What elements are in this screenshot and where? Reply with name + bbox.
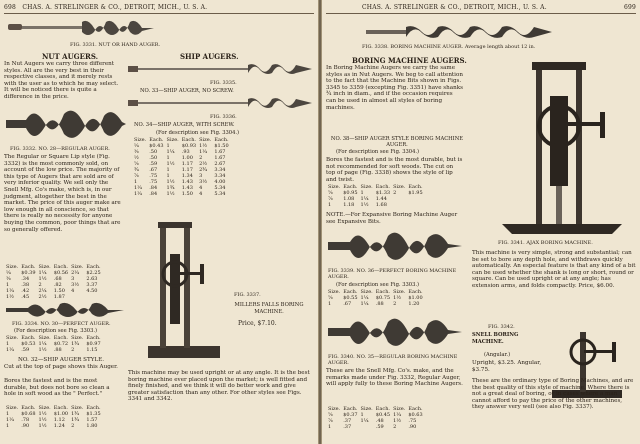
table-cell: 1¼ — [360, 301, 369, 307]
ship-augers-heading: SHIP AUGERS. — [180, 52, 239, 61]
table-cell: 5.34 — [214, 191, 226, 197]
col-header: Size. — [393, 289, 406, 295]
table-cell: 1.43 — [181, 185, 193, 191]
right-header — [362, 4, 547, 11]
table-cell: 1 — [166, 167, 170, 173]
table-cell: .84 — [149, 191, 158, 197]
table-row — [6, 347, 104, 353]
table-cell: 1¾ — [71, 411, 80, 417]
table-cell: 2½ — [38, 294, 47, 300]
table-cell: ⅞ — [328, 196, 333, 202]
table-cell: 1½ — [38, 423, 47, 429]
table-cell: 2¼ — [71, 270, 80, 276]
table-cell: 1 — [6, 282, 10, 288]
table-cell: .82 — [53, 282, 62, 288]
col-header: Size. — [134, 137, 147, 143]
col-header: Each. — [53, 405, 69, 411]
table-cell: 2 — [71, 347, 75, 353]
regular-auger-text: The Regular or Square Lip style (Fig. 3332) is the most commonly sold, on account of the low price. The majority of this type of Augers that are sold are of very inferior quality. We sell only the Snell Mfg. Co's make, which is, in our judgment, altogether the best in the market. The price of this auger make are low enough in all conscience, so that there is really no necessity for anyone buying the common, poor things that are so generally offered. — [4, 154, 121, 233]
table-cell: $1.33 — [375, 190, 391, 196]
page-number: 699 — [623, 4, 636, 11]
table-cell: 1 — [6, 411, 10, 417]
col-header: Each. — [343, 289, 358, 295]
table-cell: 4 — [199, 185, 203, 191]
table-cell: 1½ — [38, 347, 47, 353]
table-cell: 1.24 — [53, 423, 65, 429]
millers-falls-machine-illustration — [140, 214, 226, 364]
no38-description: (For description see Fig. 3304.) — [336, 149, 420, 155]
col-header: Size. — [6, 405, 19, 411]
table-cell: $0.56 — [53, 270, 69, 276]
table-cell: 3.34 — [214, 167, 226, 173]
col-header: Each. — [21, 264, 36, 270]
fig-3336-caption: FIG. 3336. — [210, 114, 237, 120]
table-cell: 1.44 — [375, 196, 387, 202]
table-cell: $0.53 — [21, 341, 36, 347]
col-header: Each. — [181, 137, 197, 143]
col-header: Each. — [86, 405, 101, 411]
table-cell: ⅝ — [134, 161, 139, 167]
table-cell: 1½ — [166, 179, 175, 185]
table-cell: $0.97 — [86, 341, 101, 347]
table-cell: $1.95 — [408, 190, 423, 196]
table-cell: $0.68 — [21, 411, 36, 417]
table-cell: ¼ — [134, 143, 139, 149]
col-header: Size. — [71, 264, 84, 270]
table-cell: 1¼ — [134, 191, 143, 197]
table-cell: 4.00 — [214, 179, 226, 185]
col-header: Size. — [71, 335, 84, 341]
table-cell: 1 — [6, 423, 10, 429]
no38-price-table — [328, 184, 426, 208]
table-cell: ⅝ — [328, 295, 333, 301]
table-cell: .67 — [149, 167, 158, 173]
table-cell: 1½ — [360, 202, 369, 208]
fig-3342-caption: FIG. 3342. — [488, 324, 515, 330]
no30-price-table — [6, 335, 104, 353]
snell-machine-text: These are the ordinary type of Boring Machines, and are the best quality of this style of machine. Where there is not a great deal of boring, or in cases where a man cannot afford to pay the price of the other machines, they answer very well (see also Fig. 3337). — [472, 378, 634, 411]
table-cell: 2 — [199, 155, 203, 161]
table-cell: 1 — [166, 155, 170, 161]
table-cell: 1½ — [199, 143, 208, 149]
ajax-machine-text: This machine is very simple, strong and substantial; can be set to bore any depth hole, and withdraws quickly automatically. An especial feature is that any kind of a bit can be used whether the shank is long or short, round or square. Can be used upright or at any angle; has extension arms, and folds compactly. Price, $6.00. — [472, 250, 636, 289]
col-header: Size. — [38, 405, 51, 411]
table-cell: ½ — [134, 155, 139, 161]
no28-price-table — [6, 264, 104, 300]
table-cell: 1¼ — [360, 418, 369, 424]
table-cell: 2.67 — [214, 161, 226, 167]
table-cell: 2¼ — [38, 288, 47, 294]
table-cell: 1¼ — [38, 270, 47, 276]
no30-description: (For description see Fig. 3303.) — [14, 328, 98, 334]
no32-price-table — [6, 405, 104, 429]
col-header: Each. — [214, 137, 229, 143]
table-cell: .45 — [21, 294, 30, 300]
col-header: Size. — [360, 184, 373, 190]
table-cell: .90 — [21, 423, 30, 429]
table-cell: .90 — [408, 424, 417, 430]
no32-heading: NO. 32—SHIP AUGER STYLE. — [18, 357, 105, 363]
table-cell: $0.95 — [343, 190, 358, 196]
header-rule — [326, 13, 636, 14]
left-header — [4, 4, 207, 11]
col-header: Size. — [6, 264, 19, 270]
fig-3335-caption: FIG. 3335. — [210, 80, 237, 86]
col-header: Each. — [21, 405, 36, 411]
col-header: Each. — [343, 406, 358, 412]
fig-3340-caption: FIG. 3340. NO. 35—REGULAR BORING MACHINE AUGER. — [328, 354, 458, 366]
table-cell: ¾ — [134, 167, 139, 173]
table-cell: $0.55 — [343, 295, 358, 301]
table-cell: 1.67 — [214, 149, 226, 155]
table-cell: 2 — [71, 423, 75, 429]
table-cell: 1.08 — [343, 196, 355, 202]
table-cell: 1¼ — [38, 341, 47, 347]
page-number: 698 — [4, 4, 17, 11]
fig-3341-caption: FIG. 3341. AJAX BORING MACHINE. — [498, 240, 593, 246]
table-row — [328, 424, 426, 430]
page-header-text: CHAS. A. STRELINGER & CO., DETROIT, MICH., U. S. A. — [22, 4, 208, 11]
millers-falls-heading: MILLERS FALLS BORING MACHINE. — [234, 302, 304, 315]
table-cell: .37 — [343, 418, 352, 424]
table-row — [134, 191, 232, 197]
table-cell: 1.87 — [53, 294, 65, 300]
snell-machine-price: Upright, $3.25. Angular, $3.75. — [472, 360, 542, 373]
table-cell: 1½ — [38, 411, 47, 417]
table-cell: .59 — [375, 424, 384, 430]
table-cell: 3.37 — [86, 282, 98, 288]
table-cell: $0.72 — [53, 341, 69, 347]
table-cell: 2 — [38, 282, 42, 288]
col-header: Size. — [360, 406, 373, 412]
table-cell: 1.80 — [86, 423, 98, 429]
table-cell: 1.57 — [86, 417, 98, 423]
table-cell: .42 — [21, 288, 30, 294]
table-cell: 1½ — [6, 294, 15, 300]
col-header: Size. — [38, 264, 51, 270]
col-header: Each. — [408, 406, 423, 412]
col-header: Each. — [408, 184, 423, 190]
ajax-boring-machine-illustration — [492, 56, 632, 236]
col-header: Each. — [149, 137, 164, 143]
table-cell: 1.17 — [181, 167, 193, 173]
table-cell: 1 — [166, 173, 170, 179]
col-header: Size. — [393, 184, 406, 190]
table-cell: 1 — [134, 179, 138, 185]
table-cell: .88 — [53, 347, 62, 353]
table-cell: 3½ — [199, 179, 208, 185]
table-cell: .68 — [53, 276, 62, 282]
nut-augers-heading: NUT AUGERS. — [42, 52, 99, 61]
table-cell: 5.34 — [214, 185, 226, 191]
col-header: Each. — [343, 184, 358, 190]
table-cell: 1¼ — [360, 196, 369, 202]
table-cell: 1¼ — [166, 149, 175, 155]
no32-bores-text: Bores the fastest and is the most durable, but does not bore so clean a hole in soft wood as the " Perfect." — [4, 378, 110, 398]
snell-machine-heading: SNELL BORING MACHINE. — [472, 332, 519, 345]
table-cell: 1 — [328, 424, 332, 430]
table-cell: 1¼ — [6, 417, 15, 423]
table-cell: 1.00 — [181, 155, 193, 161]
col-header: Size. — [393, 406, 406, 412]
table-cell: $0.93 — [181, 143, 197, 149]
no36-price-table — [328, 289, 426, 307]
expansive-bits-note: NOTE.—For Expansive Boring Machine Auger see Expansive Bits. — [326, 212, 458, 225]
no34-price-table — [134, 137, 232, 197]
table-cell: 1¾ — [71, 417, 80, 423]
col-header: Each. — [408, 289, 423, 295]
table-cell: $0.45 — [375, 412, 391, 418]
table-cell: ⅞ — [328, 418, 333, 424]
no32-text: Cut at the top of page shows this Auger. — [4, 364, 118, 370]
no35-price-table — [328, 406, 426, 430]
table-cell: $0.39 — [21, 270, 36, 276]
table-cell: 2 — [393, 301, 397, 307]
table-cell: ⅜ — [6, 276, 11, 282]
col-header: Each. — [375, 289, 391, 295]
nut-augers-text: In Nut Augers we carry three different styles. All are the very best in their respective classes, and it merely rests with the user as to which he may select. It will be noticed there is quite a difference in the price. — [4, 61, 119, 100]
col-header: Each. — [375, 184, 391, 190]
table-cell: .37 — [343, 424, 352, 430]
table-row — [328, 301, 426, 307]
regular-boring-auger-illustration — [328, 312, 464, 352]
table-cell: 1.50 — [53, 288, 65, 294]
table-cell: $2.25 — [86, 270, 101, 276]
table-cell: 1.12 — [53, 417, 65, 423]
table-cell: .48 — [375, 418, 384, 424]
table-cell: 1¼ — [134, 185, 143, 191]
millers-falls-price: Price, $7.10. — [238, 320, 277, 327]
table-cell: 1½ — [393, 418, 402, 424]
table-cell: ⅞ — [134, 173, 139, 179]
table-cell: 2¾ — [199, 167, 208, 173]
col-header: Size. — [360, 289, 373, 295]
table-cell: 2 — [393, 190, 397, 196]
table-cell: 1 — [6, 341, 10, 347]
table-cell: $1.00 — [408, 295, 423, 301]
no38-heading: NO. 38—SHIP AUGER STYLE BORING MACHINE AUGER. — [330, 136, 464, 148]
col-header: Size. — [166, 137, 179, 143]
table-cell: 4 — [71, 288, 75, 294]
perfect-boring-auger-illustration — [328, 226, 464, 266]
table-cell: ⅜ — [134, 149, 139, 155]
table-cell: .75 — [149, 179, 158, 185]
table-cell: 3 — [199, 173, 203, 179]
col-header: Size. — [328, 406, 341, 412]
table-cell: 1.67 — [214, 155, 226, 161]
table-cell: 1 — [360, 412, 364, 418]
table-cell: 1½ — [166, 191, 175, 197]
table-cell: 3.34 — [214, 173, 226, 179]
table-cell: 1.17 — [181, 161, 193, 167]
ship-auger-no-screw-illustration — [128, 62, 314, 76]
table-cell: .59 — [149, 161, 158, 167]
col-header: Each. — [53, 335, 69, 341]
table-cell: $0.63 — [408, 412, 423, 418]
no35-text: These are the Snell Mfg. Co's. make, and the remarks made under Fig. 3332, Regular Auger, will apply fully to these Boring Machine Augers. — [326, 368, 463, 388]
boring-machine-auger-illustration — [366, 24, 556, 40]
table-cell: 1¼ — [6, 288, 15, 294]
fig-3339-caption: FIG. 3339. NO. 36—PERFECT BORING MACHINE AUGER. — [328, 268, 457, 280]
col-header: Each. — [53, 264, 69, 270]
table-cell: 1.15 — [86, 347, 98, 353]
fig-3331-caption: FIG. 3331. NUT OR HAND AUGER. — [70, 42, 161, 48]
table-cell: .50 — [149, 149, 158, 155]
table-cell: 1.34 — [181, 173, 193, 179]
table-cell: 1.50 — [181, 191, 193, 197]
table-cell: .88 — [375, 301, 384, 307]
table-cell — [361, 424, 376, 430]
no38-text: Bores the fastest and is the most durable, but is not recommended for soft woods. The cut on top of page (Fig. 3338) shows the style of lip and twist. — [326, 157, 463, 183]
perfect-auger-illustration — [6, 300, 126, 320]
table-cell: .75 — [149, 173, 158, 179]
table-cell: $0.43 — [149, 143, 164, 149]
table-cell: ⅝ — [328, 412, 333, 418]
table-row — [328, 202, 426, 208]
table-cell: 1½ — [393, 295, 402, 301]
col-header: Size. — [6, 335, 19, 341]
fig-3338-caption: FIG. 3338. BORING MACHINE AUGER. Average length about 12 in. — [362, 44, 536, 50]
table-cell: 1¼ — [393, 412, 402, 418]
no33-heading: NO. 33—SHIP AUGER, NO SCREW. — [140, 88, 234, 94]
col-header: Size. — [199, 137, 212, 143]
table-cell: 2 — [393, 424, 397, 430]
table-cell: .50 — [149, 155, 158, 161]
table-cell: $0.37 — [343, 412, 358, 418]
no34-heading: NO. 34—SHIP AUGER, WITH SCREW. — [134, 122, 235, 128]
right-page — [322, 0, 640, 444]
table-cell: 1½ — [38, 276, 47, 282]
table-cell: 1.18 — [343, 202, 355, 208]
nut-auger-illustration — [8, 18, 158, 40]
right-page-number-wrap — [624, 4, 636, 11]
table-cell: .34 — [21, 276, 30, 282]
table-cell: .59 — [21, 347, 30, 353]
table-cell: 3 — [71, 276, 75, 282]
no34-description: (For description see Fig. 3304.) — [156, 130, 240, 136]
fig-3337-caption: FIG. 3337. — [234, 292, 261, 298]
table-cell: ¼ — [6, 270, 11, 276]
table-cell: .93 — [181, 149, 190, 155]
table-cell: 1½ — [38, 417, 47, 423]
table-cell: .38 — [21, 282, 30, 288]
table-cell: .75 — [408, 418, 417, 424]
col-header: Each. — [86, 264, 101, 270]
table-cell: 2½ — [199, 161, 208, 167]
table-cell: 1¼ — [6, 347, 15, 353]
table-cell: 1½ — [166, 161, 175, 167]
table-cell: 1¼ — [199, 149, 208, 155]
left-page — [0, 0, 318, 444]
table-cell: $1.00 — [53, 411, 69, 417]
col-header: Each. — [21, 335, 36, 341]
table-cell: $1.35 — [86, 411, 101, 417]
table-cell: .67 — [343, 301, 352, 307]
table-cell: 1¾ — [71, 341, 80, 347]
millers-falls-text: This machine may be used upright or at any angle. It is the best boring machine ever placed upon the market; is well fitted and finely finished, and we think it will do better work and give greater satisfaction than any other. For other styles see Figs. 3341 and 3342. — [128, 370, 310, 403]
boring-machine-augers-text: In Boring Machine Augers we carry the same styles as in Nut Augers. We beg to call attention to the fact that the Machine Bits shown in Figs. 3345 to 3359 (excepting Fig. 3351) have shanks ¾ inch in diam., and if the occasion requires can be used in almost all styles of boring machines. — [326, 65, 463, 111]
no36-description: (For description see Fig. 3303.) — [336, 282, 420, 288]
table-cell: 1.20 — [408, 301, 420, 307]
col-header: Size. — [328, 184, 341, 190]
table-cell: 1 — [328, 301, 332, 307]
fig-3332-caption: FIG. 3332. NO. 28—REGULAR AUGER. — [10, 146, 110, 152]
col-header: Size. — [328, 289, 341, 295]
col-header: Each. — [375, 406, 391, 412]
table-cell: 1.43 — [181, 179, 193, 185]
table-cell: .78 — [21, 417, 30, 423]
col-header: Each. — [86, 335, 101, 341]
fig-3334-caption: FIG. 3334. NO. 30—PERFECT AUGER. — [12, 321, 111, 327]
table-cell: 1¾ — [166, 185, 175, 191]
table-cell: 1 — [360, 190, 364, 196]
table-cell — [393, 202, 408, 208]
table-cell: 4.50 — [86, 288, 98, 294]
ship-auger-with-screw-illustration — [128, 96, 314, 110]
col-header: Size. — [38, 335, 51, 341]
table-cell: 1.68 — [375, 202, 387, 208]
page-header-text: CHAS. A. STRELINGER & CO., DETROIT, MICH., U. S. A. — [362, 4, 547, 11]
header-rule — [4, 13, 314, 14]
col-header: Size. — [71, 405, 84, 411]
table-cell: 4 — [199, 191, 203, 197]
table-cell: 3½ — [71, 282, 80, 288]
snell-machine-subheading: (Angular.) — [484, 352, 511, 358]
table-cell: 1 — [328, 202, 332, 208]
table-cell: 1¼ — [360, 295, 369, 301]
table-cell: 1 — [166, 143, 170, 149]
table-cell: 2.63 — [86, 276, 98, 282]
table-cell: $1.50 — [214, 143, 229, 149]
table-cell: .84 — [149, 185, 158, 191]
table-row — [6, 423, 104, 429]
table-cell: ⅝ — [328, 190, 333, 196]
table-cell: $0.75 — [375, 295, 391, 301]
boring-machine-augers-heading: BORING MACHINE AUGERS. — [352, 56, 467, 65]
table-cell — [408, 202, 425, 208]
regular-auger-illustration — [6, 104, 126, 144]
